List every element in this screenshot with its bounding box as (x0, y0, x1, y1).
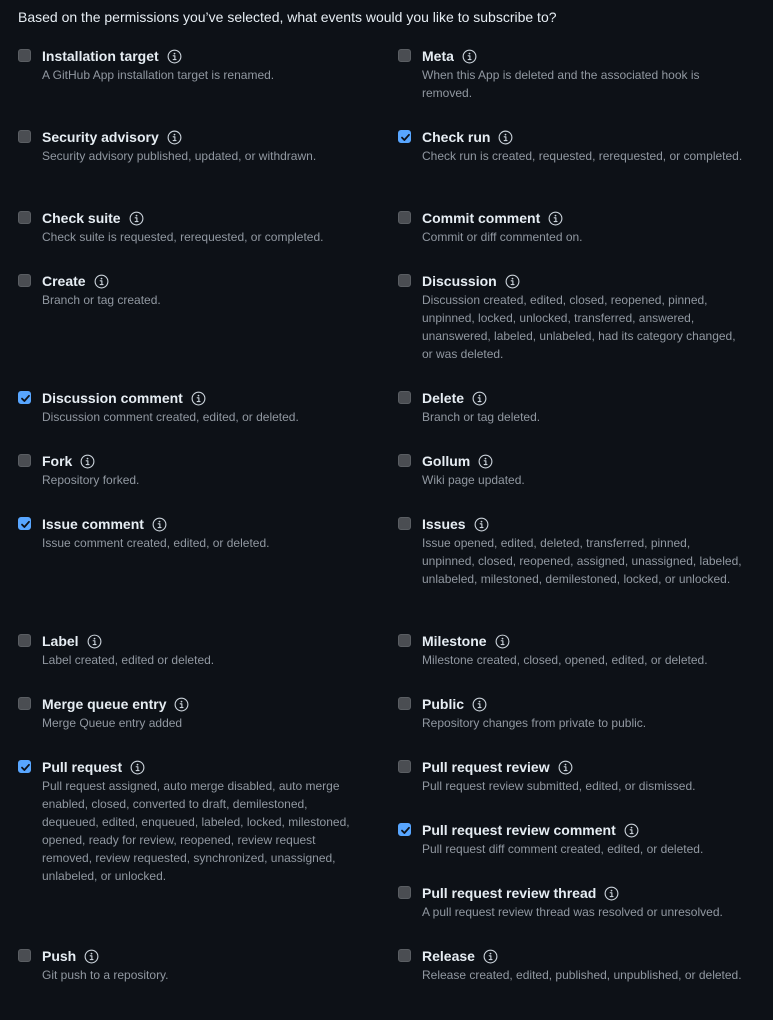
event-checkbox-discussion[interactable] (398, 274, 411, 287)
event-description: Pull request diff comment created, edited, or deleted. (422, 842, 704, 856)
event-title-row (42, 758, 145, 777)
event-title-row (422, 389, 487, 408)
info-icon[interactable] (505, 274, 520, 289)
event-title[interactable]: Delete (422, 390, 465, 406)
event-description: Repository forked. (42, 473, 140, 487)
info-icon[interactable] (474, 517, 489, 532)
event-title-row (42, 47, 182, 66)
event-title[interactable]: Pull request review comment (422, 822, 616, 838)
event-title[interactable]: Fork (42, 453, 73, 469)
checkmark-icon (19, 761, 32, 774)
event-checkbox-gollum[interactable] (398, 454, 411, 467)
info-icon[interactable] (472, 697, 487, 712)
checkmark-icon (19, 518, 32, 531)
info-icon[interactable] (558, 760, 573, 775)
event-title[interactable]: Merge queue entry (42, 696, 167, 712)
event-title-row (42, 272, 109, 291)
event-title-row (42, 632, 102, 651)
event-description: Pull request review submitted, edited, or dismissed. (422, 779, 696, 793)
event-title[interactable]: Release (422, 948, 475, 964)
event-checkbox-pull-request-review[interactable] (398, 760, 411, 773)
event-checkbox-public[interactable] (398, 697, 411, 710)
event-description: Issue comment created, edited, or deleted. (42, 536, 270, 550)
event-title-row (422, 632, 510, 651)
info-icon[interactable] (604, 886, 619, 901)
event-checkbox-merge-queue-entry[interactable] (18, 697, 31, 710)
event-description: Branch or tag deleted. (422, 410, 541, 424)
event-description: A GitHub App installation target is renamed. (42, 68, 275, 82)
event-title-row (422, 821, 639, 840)
event-checkbox-issues[interactable] (398, 517, 411, 530)
event-description: Merge Queue entry added (42, 716, 183, 730)
event-description: Discussion created, edited, closed, reopened, pinned, unpinned, locked, unlocked, transferred, answered, unanswered, labeled, unlabeled, had its category changed, or was deleted. (422, 293, 736, 361)
event-title[interactable]: Security advisory (42, 129, 159, 145)
event-checkbox-discussion-comment[interactable] (18, 391, 31, 404)
page-heading: Based on the permissions you’ve selected, what events would you like to subscribe to? (18, 9, 557, 25)
event-checkbox-meta[interactable] (398, 49, 411, 62)
event-title[interactable]: Issue comment (42, 516, 144, 532)
event-description: Security advisory published, updated, or withdrawn. (42, 149, 317, 163)
info-icon[interactable] (84, 949, 99, 964)
event-title[interactable]: Create (42, 273, 86, 289)
event-description: Check suite is requested, rerequested, or completed. (42, 230, 324, 244)
event-checkbox-label[interactable] (18, 634, 31, 647)
info-icon[interactable] (87, 634, 102, 649)
info-icon[interactable] (80, 454, 95, 469)
event-description: Repository changes from private to public. (422, 716, 647, 730)
event-description: Issue opened, edited, deleted, transferred, pinned, unpinned, closed, reopened, assigned, unassigned, labeled, unlabeled, milestoned, demilestoned, locked, or unlocked. (422, 536, 742, 586)
event-description: Git push to a repository. (42, 968, 169, 982)
info-icon[interactable] (129, 211, 144, 226)
info-icon[interactable] (167, 130, 182, 145)
event-description: Branch or tag created. (42, 293, 161, 307)
event-title[interactable]: Check run (422, 129, 491, 145)
event-title[interactable]: Commit comment (422, 210, 541, 226)
event-title-row (422, 884, 619, 903)
info-icon[interactable] (167, 49, 182, 64)
checkmark-icon (19, 392, 32, 405)
info-icon[interactable] (462, 49, 477, 64)
event-checkbox-installation-target[interactable] (18, 49, 31, 62)
event-title-row (422, 128, 513, 147)
event-title[interactable]: Push (42, 948, 77, 964)
event-checkbox-pull-request-review-comment[interactable] (398, 823, 411, 836)
event-title[interactable]: Discussion comment (42, 390, 183, 406)
event-checkbox-issue-comment[interactable] (18, 517, 31, 530)
info-icon[interactable] (152, 517, 167, 532)
event-checkbox-release[interactable] (398, 949, 411, 962)
event-title-row (42, 128, 182, 147)
event-checkbox-commit-comment[interactable] (398, 211, 411, 224)
checkmark-icon (399, 824, 412, 837)
event-title[interactable]: Milestone (422, 633, 487, 649)
event-description: Wiki page updated. (422, 473, 525, 487)
info-icon[interactable] (174, 697, 189, 712)
event-title[interactable]: Meta (422, 48, 454, 64)
event-description: Pull request assigned, auto merge disabled, auto merge enabled, closed, converted to draft, demilestoned, dequeued, edited, enqueued, labeled, locked, milestoned, opened, ready for review, reopened, review request removed, review requested, synchronized, unassigned, unlabeled, or unlocked. (42, 779, 350, 883)
event-title[interactable]: Public (422, 696, 465, 712)
event-checkbox-milestone[interactable] (398, 634, 411, 647)
checkmark-icon (399, 131, 412, 144)
info-icon[interactable] (548, 211, 563, 226)
event-checkbox-pull-request-review-thread[interactable] (398, 886, 411, 899)
info-icon[interactable] (191, 391, 206, 406)
event-title[interactable]: Pull request review (422, 759, 550, 775)
event-description: Commit or diff commented on. (422, 230, 583, 244)
event-title[interactable]: Discussion (422, 273, 497, 289)
event-description: Milestone created, closed, opened, edited, or deleted. (422, 653, 708, 667)
event-checkbox-pull-request[interactable] (18, 760, 31, 773)
event-checkbox-push[interactable] (18, 949, 31, 962)
event-title[interactable]: Pull request review thread (422, 885, 597, 901)
event-description: A pull request review thread was resolved or unresolved. (422, 905, 723, 919)
info-icon[interactable] (478, 454, 493, 469)
event-title-row (42, 452, 95, 471)
event-title-row (42, 695, 189, 714)
event-title-row (422, 272, 520, 291)
event-title[interactable]: Installation target (42, 48, 159, 64)
event-description: Release created, edited, published, unpublished, or deleted. (422, 968, 742, 982)
event-checkbox-delete[interactable] (398, 391, 411, 404)
event-title[interactable]: Issues (422, 516, 466, 532)
event-title-row (42, 515, 167, 534)
info-icon[interactable] (495, 634, 510, 649)
event-checkbox-check-run[interactable] (398, 130, 411, 143)
event-title-row (422, 758, 573, 777)
event-title-row (42, 209, 144, 228)
event-title-row (42, 947, 99, 966)
event-title[interactable]: Check suite (42, 210, 121, 226)
event-title-row (422, 209, 563, 228)
event-checkbox-create[interactable] (18, 274, 31, 287)
info-icon[interactable] (483, 949, 498, 964)
info-icon[interactable] (94, 274, 109, 289)
event-description: Label created, edited or deleted. (42, 653, 215, 667)
event-title[interactable]: Label (42, 633, 79, 649)
event-description: Discussion comment created, edited, or deleted. (42, 410, 299, 424)
event-title[interactable]: Gollum (422, 453, 471, 469)
event-title-row (422, 515, 489, 534)
event-description: When this App is deleted and the associated hook is removed. (422, 68, 700, 100)
info-icon[interactable] (130, 760, 145, 775)
info-icon[interactable] (624, 823, 639, 838)
event-description: Check run is created, requested, rerequested, or completed. (422, 149, 743, 163)
event-title[interactable]: Pull request (42, 759, 123, 775)
event-title-row (422, 452, 493, 471)
event-checkbox-check-suite[interactable] (18, 211, 31, 224)
info-icon[interactable] (498, 130, 513, 145)
event-checkbox-fork[interactable] (18, 454, 31, 467)
event-title-row (422, 47, 477, 66)
info-icon[interactable] (472, 391, 487, 406)
event-checkbox-security-advisory[interactable] (18, 130, 31, 143)
event-title-row (422, 695, 487, 714)
event-title-row (42, 389, 206, 408)
event-title-row (422, 947, 498, 966)
